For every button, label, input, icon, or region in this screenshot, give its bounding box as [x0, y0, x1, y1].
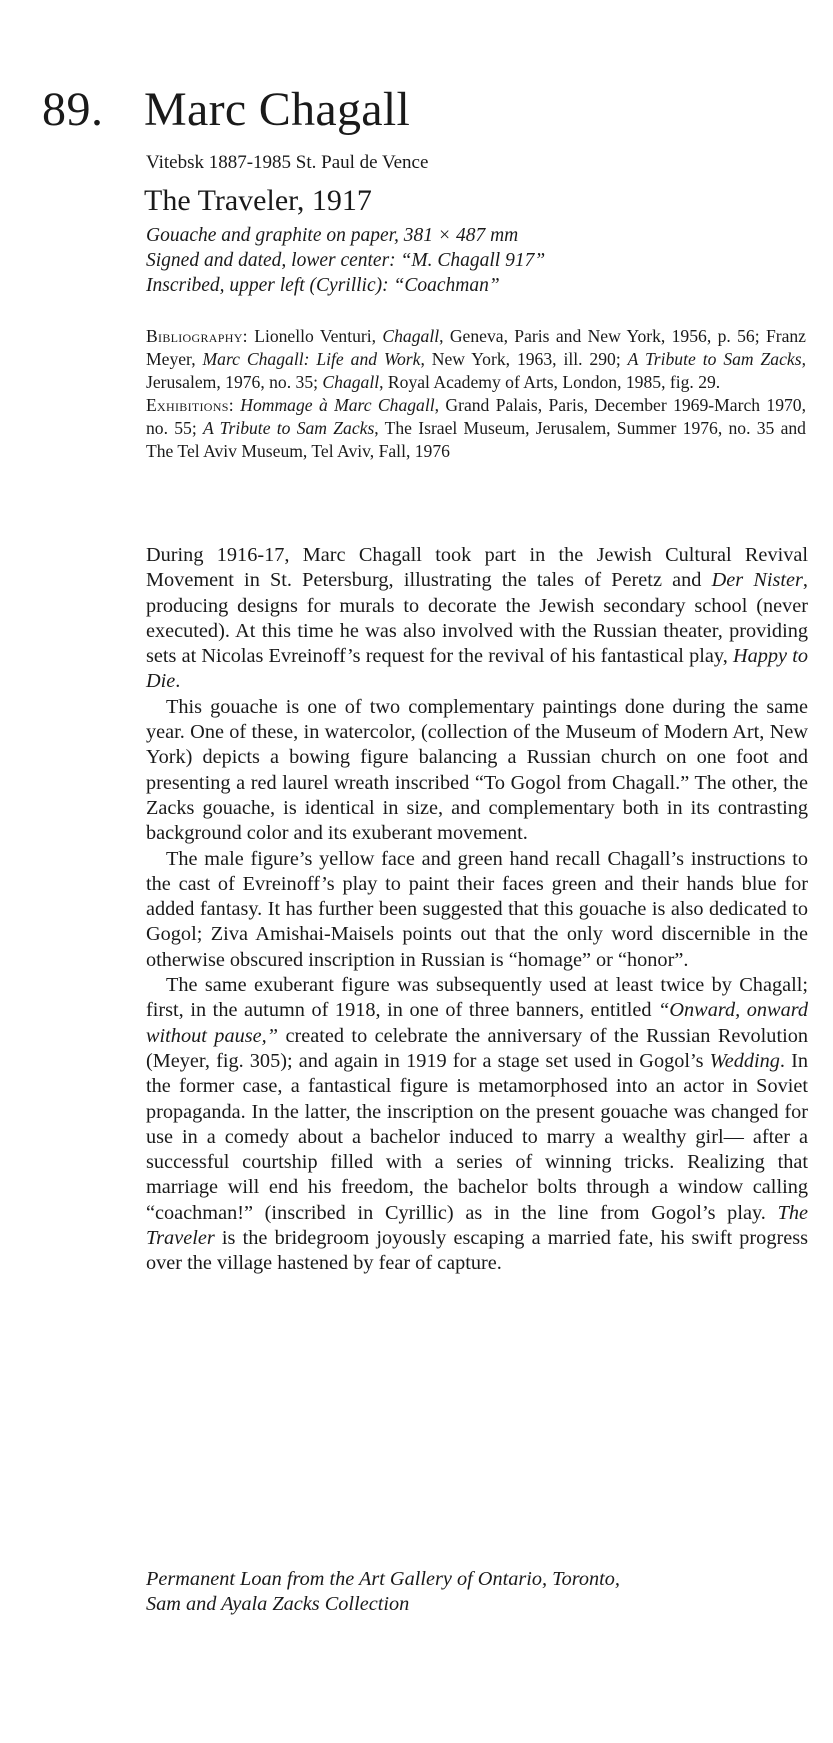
- exhibitions: [146, 394, 806, 463]
- essay-text: During 1916-17, Marc Chagall took part in the Jewish Cultural Revival Movement in St. Petersburg, illustrating the tales of Peretz and: [146, 544, 808, 592]
- exhibitions-label: Exhibitions:: [146, 395, 234, 415]
- artist-name: Marc Chagall: [144, 83, 411, 136]
- essay-italic: Der Nister: [711, 569, 803, 592]
- essay-paragraph-3: The male figure’s yellow face and green hand recall Chagall’s instructions to the cast of Evreinoff’s play to paint their faces green and their hands blue for added fantasy. It has further been suggested that this gouache is also dedicated to Gogol; Ziva Amishai-Maisels points out that the only word discernible in the otherwise obscured inscription in Russian is “homage” or “honor”.: [146, 847, 808, 971]
- artist-dates: Vitebsk 1887-1985 St. Paul de Vence: [146, 152, 429, 173]
- essay-text: .: [175, 670, 181, 693]
- exhibitions-text: , Grand Palais, Paris, December 1969-March 1970, no. 55;: [146, 395, 806, 438]
- essay-text: . In the former case, a fantastical figure is metamorphosed into an actor in Soviet propaganda. In the latter, the inscription on the present gouache was changed for use in a comedy about a bachelor induced to marry a wealthy girl— after a successful courtship filled with a series of winning tricks. Realizing that marriage will end his freedom, the bachelor bolts through a window calling “coachman!” (inscribed in Cyrillic) as in the line from Gogol’s play.: [146, 1049, 808, 1224]
- essay-paragraph-2: This gouache is one of two complementary paintings done during the same year. One of these, in watercolor, (collection of the Museum of Modern Art, New York) depicts a bowing figure balancing a Russian church on one foot and presenting a red laurel wreath inscribed “To Gogol from Chagall.” The other, the Zacks gouache, is identical in size, and complementary both in its contrasting background color and its exuberant movement.: [146, 695, 808, 845]
- bibliography-text: , Jerusalem, 1976, no. 35;: [146, 349, 806, 392]
- essay-text: is the bridegroom joyously escaping a married fate, his swift progress over the village hastened by fear of capture.: [146, 1227, 808, 1275]
- essay-italic: “Onward, onward without pause,”: [146, 999, 808, 1047]
- bibliography-title: Chagall: [382, 326, 440, 346]
- bibliography-label: Bibliography:: [146, 326, 248, 346]
- exhibition-title: A Tribute to Sam Zacks: [202, 418, 375, 438]
- essay-paragraph-4: [146, 973, 808, 1277]
- essay: [146, 543, 808, 1277]
- bibliography: [146, 325, 806, 394]
- essay-text: , producing designs for murals to decorate the Jewish secondary school (never executed). At this time he was also involved with the Russian theater, providing sets at Nicolas Evreinoff’s request for the revival of his fantastical play,: [146, 569, 808, 668]
- exhibition-title: Hommage à Marc Chagall: [240, 395, 435, 415]
- essay-italic: Wedding: [709, 1049, 780, 1072]
- credit-line-1: Permanent Loan from the Art Gallery of Ontario, Toronto,: [146, 1568, 620, 1590]
- bibliography-title: Chagall: [322, 372, 380, 392]
- medium-line: Gouache and graphite on paper, 381 × 487 mm: [146, 225, 519, 246]
- bibliography-text: , New York, 1963, ill. 290;: [420, 349, 628, 369]
- work-details: [146, 223, 806, 298]
- credit-line: [146, 1567, 808, 1618]
- work-title: The Traveler, 1917: [144, 184, 372, 217]
- essay-paragraph-1: [146, 543, 808, 695]
- bibliography-title: Marc Chagall: Life and Work: [202, 349, 421, 369]
- essay-text: created to celebrate the anniversary of the Russian Revolution (Meyer, fig. 305); and again in 1919 for a stage set used in Gogol’s: [146, 1024, 808, 1072]
- bibliography-text: , Geneva, Paris and New York, 1956, p. 56; Franz Meyer,: [146, 326, 806, 369]
- essay-italic: Happy to Die: [146, 645, 808, 693]
- exhibitions-text: , The Israel Museum, Jerusalem, Summer 1976, no. 35 and The Tel Aviv Museum, Tel Aviv, Fall, 1976: [146, 418, 806, 461]
- references-block: [146, 325, 806, 463]
- bibliography-text: Lionello Venturi,: [247, 326, 383, 346]
- essay-text: The same exuberant figure was subsequently used at least twice by Chagall; first, in the autumn of 1918, in one of three banners, entitled: [146, 974, 808, 1022]
- signature-line: Signed and dated, lower center: “M. Chagall 917”: [146, 250, 546, 271]
- catalog-number: 89.: [42, 83, 104, 136]
- inscription-line: Inscribed, upper left (Cyrillic): “Coachman”: [146, 275, 500, 296]
- bibliography-title: A Tribute to Sam Zacks: [627, 349, 802, 369]
- credit-line-2: Sam and Ayala Zacks Collection: [146, 1593, 410, 1616]
- essay-italic: The Traveler: [146, 1201, 808, 1250]
- bibliography-text: , Royal Academy of Arts, London, 1985, fig. 29.: [379, 372, 721, 392]
